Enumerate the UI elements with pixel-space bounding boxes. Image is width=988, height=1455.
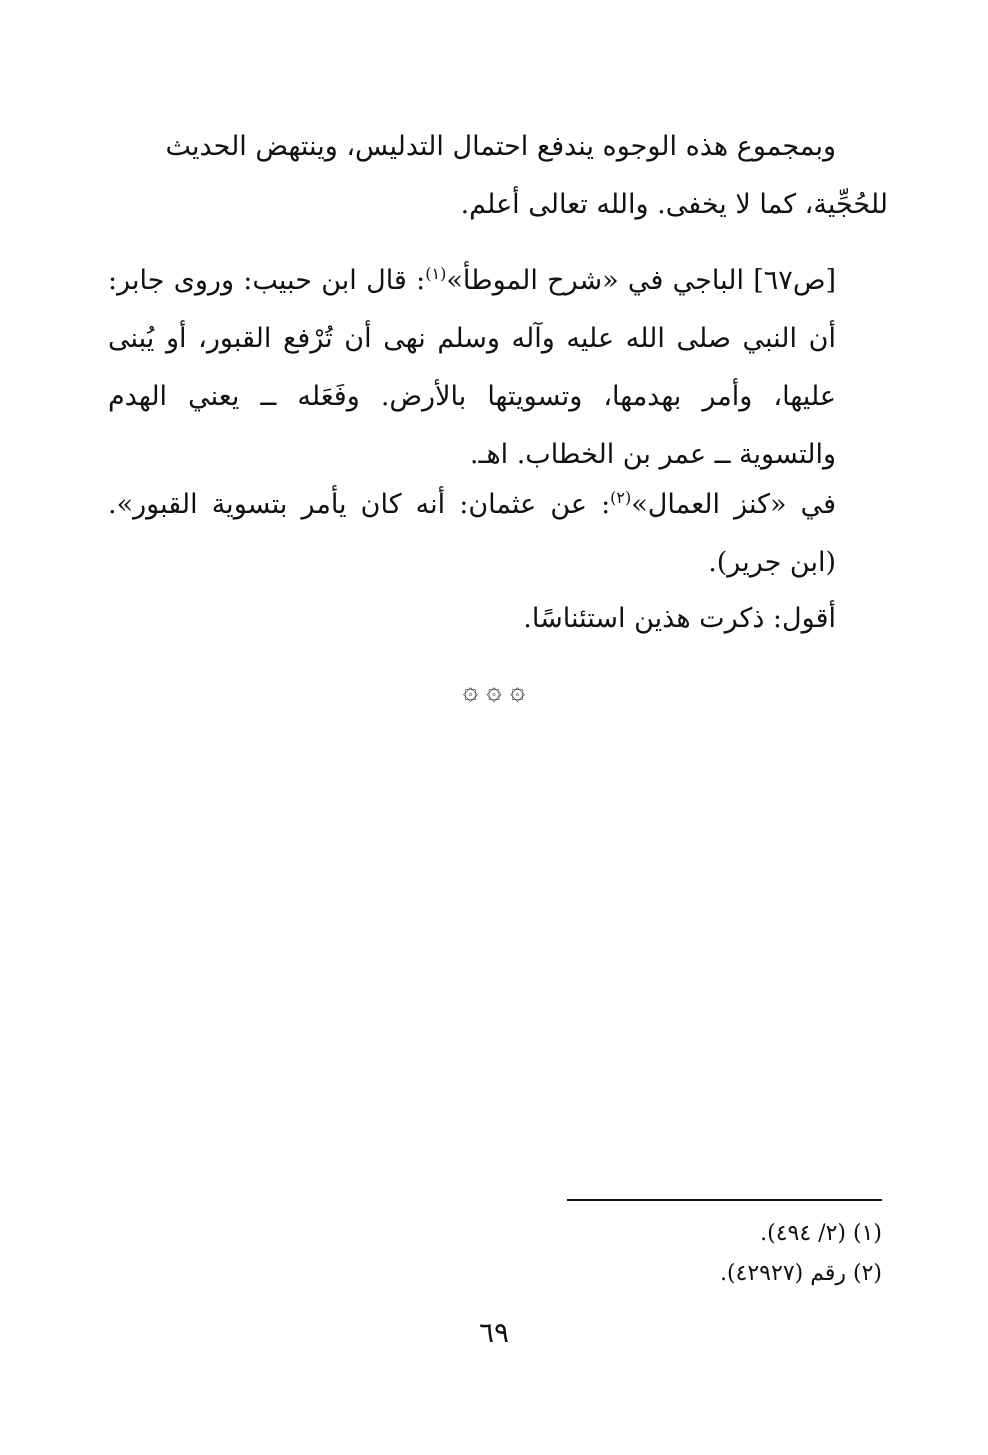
paragraph-aqul (108, 590, 888, 648)
paragraph-lead: [ص٦٧] الباجي في «شرح الموطأ» (446, 265, 836, 296)
footnote-2: (٢) رقم (٤٢٩٢٧). (719, 1261, 882, 1286)
paragraph-rest: : قال ابن حبيب: وروى جابر: أن النبي صلى الله عليه وآله وسلم نهى أن تُرْفع القبور، أو يُبنى عليها، وأمر بهدمها، وتسويتها بالأرض. وفَعَله ــ يعني الهدم والتسوية ــ عمر بن الخطاب. اهـ. (108, 265, 836, 470)
paragraph-tadlis (108, 118, 888, 234)
paragraph-baji (108, 252, 888, 484)
footnotes (400, 1214, 882, 1294)
section-divider-ornament-icon (0, 676, 988, 706)
ornament-glyphs: ۞ ۞ ۞ (462, 676, 526, 706)
footnote-ref-1: (١) (425, 264, 447, 283)
paragraph-rest: : عن عثمان: أنه كان يأمر بتسوية القبور». (ابن جرير). (108, 489, 836, 578)
paragraph-kanz (108, 476, 888, 592)
footnote-separator (567, 1199, 882, 1201)
paragraph-line: وبمجموع هذه الوجوه يندفع احتمال التدليس، وينتهض الحديث (165, 131, 836, 162)
paragraph-text (108, 252, 888, 484)
paragraph-text (108, 476, 888, 592)
footnote-ref-2: (٢) (610, 488, 632, 507)
paragraph-lead: في «كنز العمال» (631, 489, 836, 520)
footnote-1: (١) (٢/ ٤٩٤). (760, 1221, 882, 1246)
page-number: ٦٩ (478, 1316, 510, 1349)
paragraph-text: أقول: ذكرت هذين استئناسًا. (523, 603, 836, 634)
paragraph-line: للحُجِّية، كما لا يخفى. والله تعالى أعلم. (460, 189, 888, 220)
